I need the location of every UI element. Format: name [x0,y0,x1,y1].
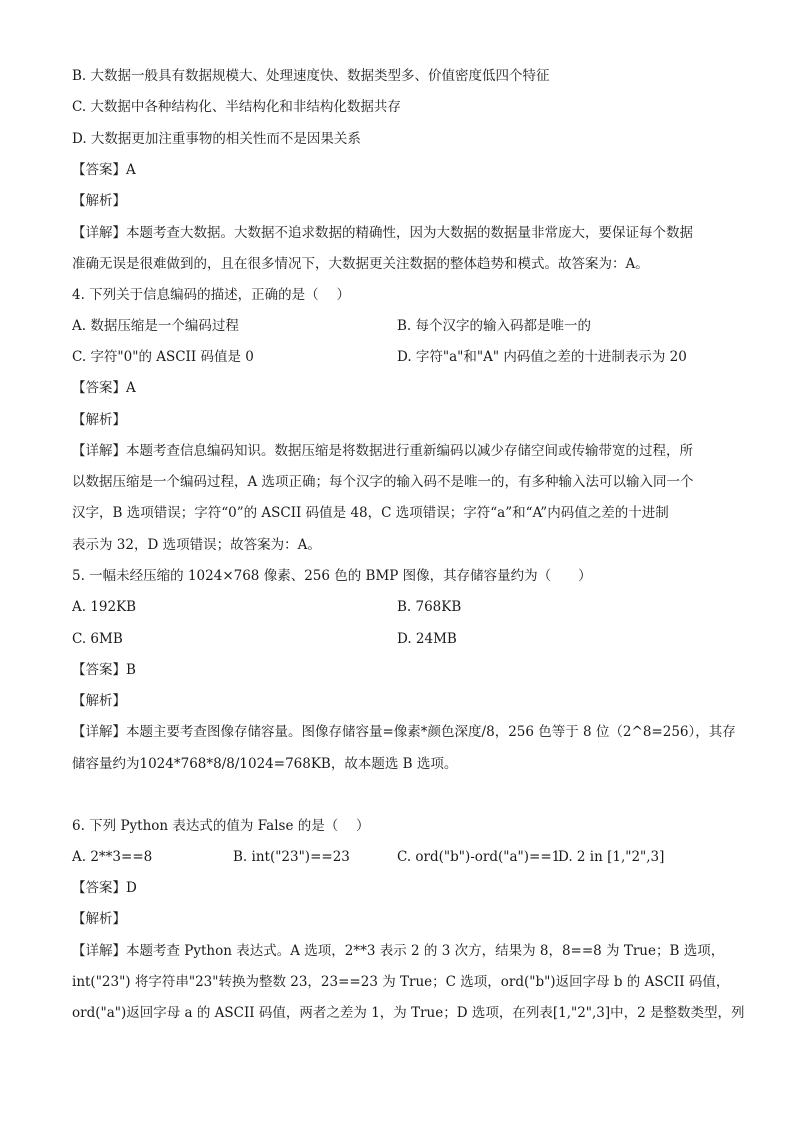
q6-option-d: D. 2 in [1,"2",3] [558,849,665,865]
q5-option-c: C. 6MB [72,631,123,647]
q5-detail-line: 储容量约为1024*768*8/8/1024=768KB，故本题选 B 选项。 [72,756,458,772]
q4-detail-line: 【详解】本题考查信息编码知识。数据压缩是将数据进行重新编码以减少存储空间或传输带宽的过程，所 [72,443,693,459]
q3-detail-line: 准确无误是很难做到的，且在很多情况下，大数据更关注数据的整体趋势和模式。故答案为：A。 [72,256,649,272]
q5-detail-line: 【详解】本题主要考查图像存储容量。图像存储容量=像素*颜色深度/8，256 色等于 8 位（2^8=256），其存 [72,724,736,740]
q6-option-b: B. int("23")==23 [233,849,350,865]
q6-stem: 6. 下列 Python 表达式的值为 False 的是（ ） [72,818,370,834]
q4-stem: 4. 下列关于信息编码的描述，正确的是（ ） [72,287,350,303]
q5-analysis: 【解析】 [72,693,126,709]
q5-option-d: D. 24MB [397,631,457,647]
q6-detail-line: 【详解】本题考查 Python 表达式。A 选项，2**3 表示 2 的 3 次方，结果为 8，8==8 为 True；B 选项， [72,943,725,959]
q4-option-d: D. 字符"a"和"A" 内码值之差的十进制表示为 20 [397,349,687,365]
q6-answer: 【答案】D [72,880,137,896]
q4-option-c: C. 字符"0"的 ASCII 码值是 0 [72,349,254,365]
q3-detail-line: 【详解】本题考查大数据。大数据不追求数据的精确性，因为大数据的数据量非常庞大，要保证每个数据 [72,225,693,241]
q4-detail-line: 表示为 32，D 选项错误；故答案为：A。 [72,537,321,553]
q6-analysis: 【解析】 [72,911,126,927]
q3-analysis: 【解析】 [72,193,126,209]
q4-option-b: B. 每个汉字的输入码都是唯一的 [397,318,592,334]
q4-detail-line: 汉字，B 选项错误；字符“0”的 ASCII 码值是 48，C 选项错误；字符“a”和“A”内码值之差的十进制 [72,505,669,521]
q4-detail-line: 以数据压缩是一个编码过程，A 选项正确；每个汉字的输入码不是唯一的，有多种输入法可以输入同一个 [72,474,694,490]
q5-stem: 5. 一幅未经压缩的 1024×768 像素、256 色的 BMP 图像，其存储容量约为（ ） [72,568,592,584]
q4-option-a: A. 数据压缩是一个编码过程 [72,318,239,334]
q5-option-b: B. 768KB [397,599,462,615]
q3-option-b: B. 大数据一般具有数据规模大、处理速度快、数据类型多、价值密度低四个特征 [72,68,550,84]
q6-detail-line: int("23") 将字符串"23"转换为整数 23，23==23 为 True；C 选项，ord("b")返回字母 b 的 ASCII 码值， [72,974,730,990]
q4-analysis: 【解析】 [72,412,126,428]
q6-detail-line: ord("a")返回字母 a 的 ASCII 码值，两者之差为 1，为 True；D 选项，在列表[1,"2",3]中，2 是整数类型，列 [72,1005,745,1021]
q5-answer: 【答案】B [72,662,136,678]
q4-answer: 【答案】A [72,380,136,396]
q5-option-a: A. 192KB [72,599,137,615]
q6-option-c: C. ord("b")-ord("a")==1 [397,849,561,865]
q6-option-a: A. 2**3==8 [72,849,153,865]
q3-answer: 【答案】A [72,162,136,178]
q3-option-d: D. 大数据更加注重事物的相关性而不是因果关系 [72,131,361,147]
q3-option-c: C. 大数据中各种结构化、半结构化和非结构化数据共存 [72,99,401,115]
